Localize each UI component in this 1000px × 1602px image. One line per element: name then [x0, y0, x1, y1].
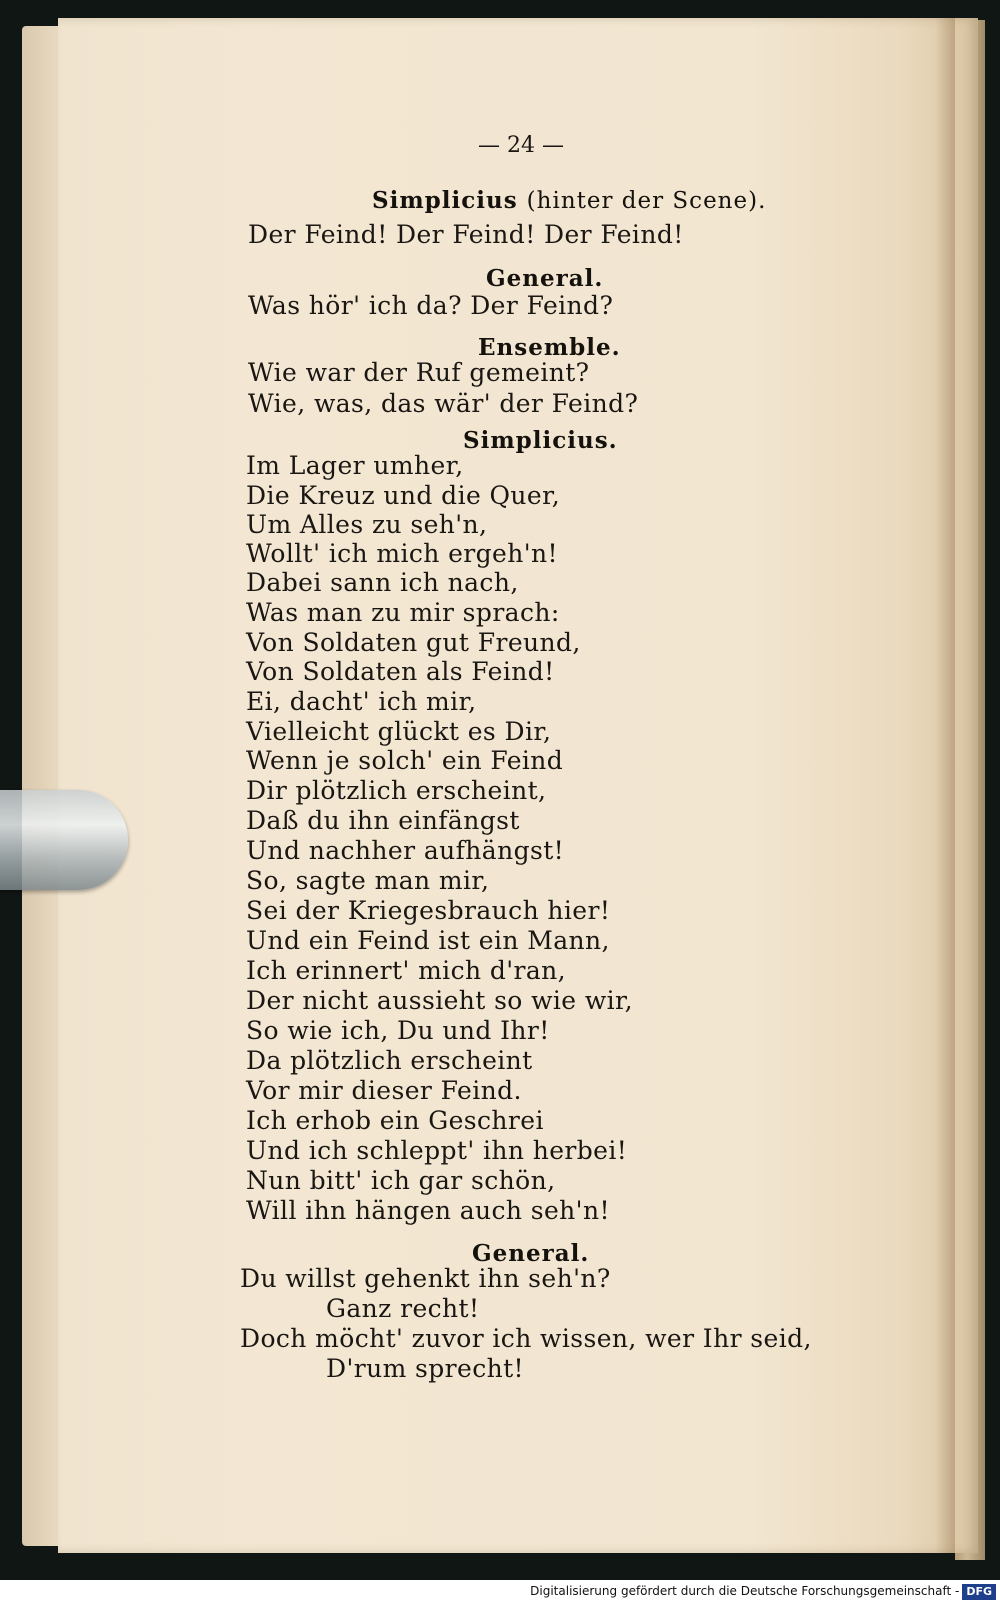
stage-direction: (hinter der Scene). — [526, 188, 767, 214]
verse-line: Vor mir dieser Feind. — [246, 1076, 522, 1105]
verse-line: Der Feind! Der Feind! Der Feind! — [248, 220, 684, 249]
speaker-name: Simplicius — [372, 187, 518, 214]
speaker-heading: Simplicius. — [463, 427, 618, 454]
footer-credit: Digitalisierung gefördert durch die Deutsche Forschungsgemeinschaft - — [530, 1584, 960, 1598]
verse-line: Da plötzlich erscheint — [246, 1046, 533, 1075]
page-number: — 24 — — [478, 133, 564, 158]
verse-line: Daß du ihn einfängst — [246, 806, 520, 835]
verse-line: Ich erinnert' mich d'ran, — [246, 956, 567, 985]
verse-line: Was hör' ich da? Der Feind? — [248, 291, 614, 320]
verse-line: Wie, was, das wär' der Feind? — [248, 389, 639, 418]
verse-line: Sei der Kriegesbrauch hier! — [246, 896, 611, 925]
verse-line: Doch möcht' zuvor ich wissen, wer Ihr seid, — [240, 1324, 812, 1353]
verse-line: Und ich schleppt' ihn herbei! — [246, 1136, 628, 1165]
verse-line: Ich erhob ein Geschrei — [246, 1106, 544, 1135]
dfg-logo-icon: DFG — [962, 1584, 996, 1600]
verse-line: Und ein Feind ist ein Mann, — [246, 926, 610, 955]
verse-line: Von Soldaten als Feind! — [246, 657, 555, 686]
verse-line: Dir plötzlich erscheint, — [246, 776, 547, 805]
verse-line: Und nachher aufhängst! — [246, 836, 565, 865]
verse-line: Von Soldaten gut Freund, — [246, 628, 581, 657]
verse-line: Was man zu mir sprach: — [246, 598, 560, 627]
verse-line: Ganz recht! — [326, 1294, 480, 1323]
verse-line: Nun bitt' ich gar schön, — [246, 1166, 556, 1195]
verse-line: Dabei sann ich nach, — [246, 568, 519, 597]
speaker-heading: General. — [486, 265, 604, 292]
verse-line: D'rum sprecht! — [326, 1354, 524, 1383]
digitization-footer — [0, 1580, 1000, 1602]
verse-line: So, sagte man mir, — [246, 866, 490, 895]
verse-line: So wie ich, Du und Ihr! — [246, 1016, 550, 1045]
speaker-heading: General. — [472, 1240, 590, 1267]
page-fold-shadow — [935, 18, 955, 1553]
verse-line: Will ihn hängen auch seh'n! — [246, 1196, 610, 1225]
verse-line: Wenn je solch' ein Feind — [246, 746, 564, 775]
verse-line: Im Lager umher, — [246, 451, 464, 480]
verse-line: Wie war der Ruf gemeint? — [248, 358, 590, 387]
verse-line: Vielleicht glückt es Dir, — [246, 717, 552, 746]
page-clip — [0, 790, 128, 890]
verse-line: Der nicht aussieht so wie wir, — [246, 986, 633, 1015]
verse-line: Wollt' ich mich ergeh'n! — [246, 539, 558, 568]
speaker-heading: Ensemble. — [478, 334, 621, 361]
speaker-heading — [372, 187, 766, 214]
verse-line: Um Alles zu seh'n, — [246, 510, 488, 539]
verse-line: Die Kreuz und die Quer, — [246, 481, 561, 510]
verse-line: Du willst gehenkt ihn seh'n? — [240, 1264, 611, 1293]
verse-line: Ei, dacht' ich mir, — [246, 687, 477, 716]
